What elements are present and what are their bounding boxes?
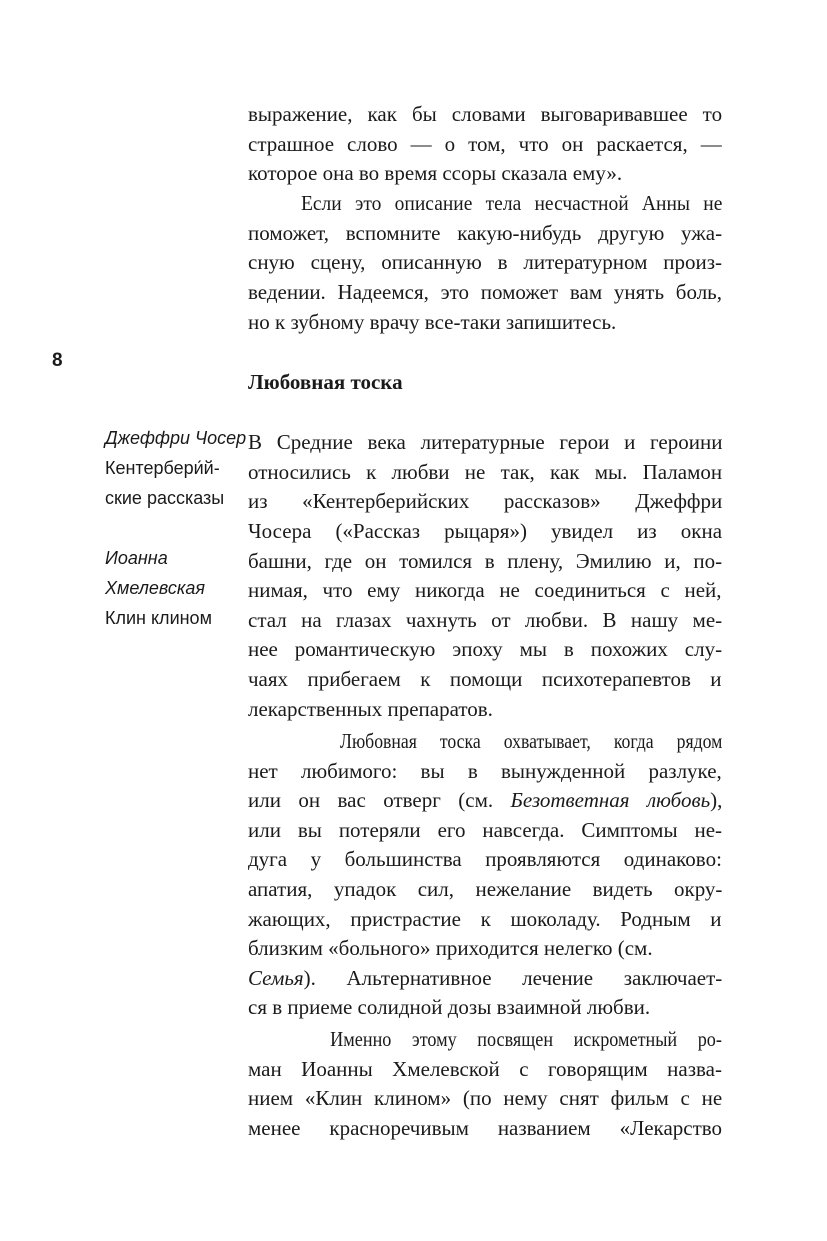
text-line: апатия, упадок сил, нежелание видеть окру- [248,877,723,901]
text-line: лекарственных препаратов. [248,697,493,721]
text-line: Чосера («Рассказ рыцаря») увидел из окна [248,519,723,543]
text-line: чаях прибегаем к помощи психотерапевтов и [248,667,722,691]
text-line: башни, где он томился в плену, Эмилию и, по- [248,549,723,573]
text-line: нее романтическую эпоху мы в похожих слу- [248,637,723,661]
text-line: жающих, пристрастие к шоколаду. Родным и [248,907,722,931]
sidenote-author: Хмелевская [105,578,206,598]
cross-reference: Безответная любовь [510,788,711,812]
text-line: Именно этому посвящен искрометный ро- [248,1027,722,1051]
text-line: дуга у большинства проявляются одинаково: [248,847,722,871]
text-fragment: ), [710,788,723,812]
sidenote-author: Иоанна [105,548,168,568]
text-line: но к зубному врачу все-таки запишитесь. [248,310,617,334]
text-line: В Средние века литературные герои и героини [248,430,723,454]
cross-reference: Семья [248,966,304,990]
text-fragment: ). Альтернативное лечение заключает- [303,966,723,990]
text-line: стал на глазах чахнуть от любви. В нашу ме- [248,608,723,632]
text-line: или вы потеряли его навсегда. Симптомы не- [248,818,723,842]
sidenote-title: Клин клином [105,608,212,628]
text-line: нимая, что ему никогда не соединиться с ней, [248,578,722,602]
text-line: страшное слово — о том, что он раскается, — [248,132,722,156]
sidenote-title: ские рассказы [105,488,225,508]
text-line: из «Кентерберийских рассказов» Джеффри [248,489,723,513]
text-line: которое она во время ссоры сказала ему». [248,161,623,185]
text-fragment: или он вас отверг (см. [248,788,511,812]
text-line: менее красноречивым названием «Лекарство [248,1116,723,1140]
text-line: относились к любви не так, как мы. Паламон [248,460,723,484]
section-heading: Любовная тоска [248,370,403,394]
text-line [248,964,722,994]
page-number: 8 [52,350,63,371]
sidenote-title: Кентербери́й- [105,458,220,478]
text-line: нием «Клин клином» (по нему снят фильм с не [248,1086,723,1110]
text-line: ман Иоанны Хмелевской с говорящим назва- [248,1057,722,1081]
text-line: сную сцену, описанную в литературном произ- [248,250,723,274]
text-line: поможет, вспомните какую-нибудь другую ужа- [248,221,723,245]
text-line: Любовная тоска охватывает, когда рядом [248,729,723,753]
text-line: Если это описание тела несчастной Анны не [248,191,723,215]
text-line: близким «больного» приходится нелегко (см. [248,936,653,960]
text-line [248,786,722,816]
sidenote-author: Джеффри Чосер [105,428,247,448]
text-line: выражение, как бы словами выговаривавшее то [248,102,723,126]
text-line: нет любимого: вы в вынужденной разлуке, [248,759,722,783]
text-line: ведении. Надеемся, это поможет вам унять боль, [248,280,723,304]
text-line: ся в приеме солидной дозы взаимной любви. [248,995,651,1019]
